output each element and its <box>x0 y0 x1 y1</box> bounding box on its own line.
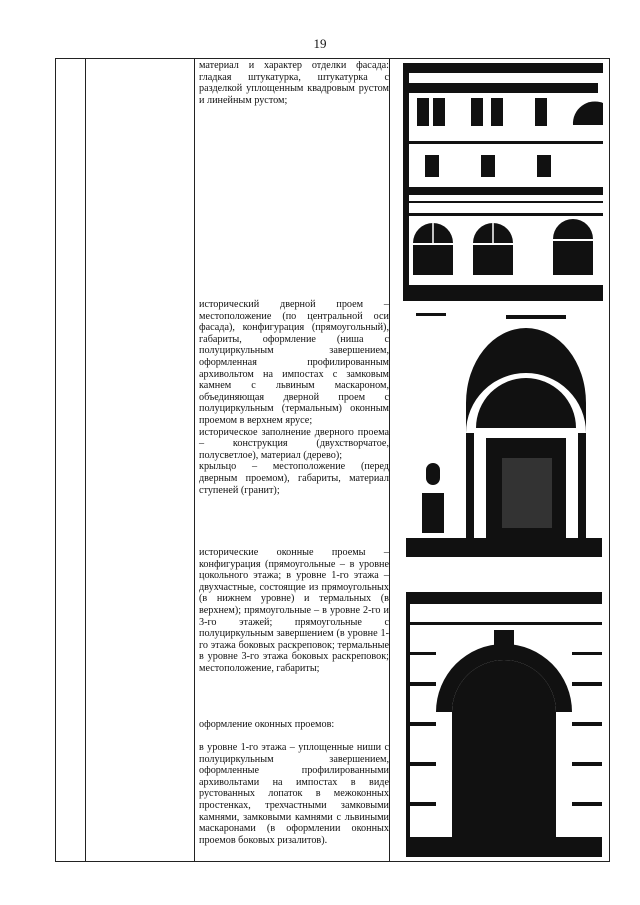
entrance-door-photo <box>406 313 602 557</box>
window-decoration-heading: оформление оконных проемов: <box>199 719 335 730</box>
document-table <box>55 58 610 862</box>
window-openings-text: исторические оконные проемы – конфигурация (прямоугольные – в уровне цокольного этажа; в уровне 1-го этажа – двухчастные, состоящие из прямоугольных (в нижнем уровне) и термальных (в верхнем); прямоугольные – в уровне 2-го и 3-го этажей; прямоугольные с полуциркульным завершением (в уровне 1-го этажа боковых раскреповок; термальные в уровне 3-го этажа боковых раскреповок; местоположение, габариты; <box>199 547 389 674</box>
facade-finish-text: материал и характер отделки фасада: гладкая штукатурка, штукатурка с разделкой уплощенным квадровым рустом и линейным рустом; <box>199 60 389 106</box>
column-divider <box>194 59 195 861</box>
column-divider <box>85 59 86 861</box>
page-number: 19 <box>313 36 327 51</box>
arched-window-photo <box>406 592 602 857</box>
window-decoration-text: в уровне 1-го этажа – уплощенные ниши с полуциркульным завершением, оформленные профилированными архивольтами на импостах в виде рустованных лопаток в межоконных простенках, трехчастными замковыми камнями, замковыми камнями с львиными маскаронами (в оформлении оконных проемов боковых ризалитов). <box>199 742 389 846</box>
facade-photo <box>403 63 603 301</box>
door-opening-text: исторический дверной проем – местоположение (по центральной оси фасада), конфигурация (прямоугольный), габариты, оформление (ниша с полуциркульным завершением, оформленная профилированным архивольтом на импостах с замковым камнем с львиным маскароном, объединяющая дверной проем с полуциркульным (термальным) оконным проемом в верхнем ярусе; историческое заполнение дверного проема – конструкция (двухстворчатое, полусветлое), материал (дерево); крыльцо – местоположение (перед дверным проемом), габариты, материал ступеней (гранит); <box>199 299 389 496</box>
column-divider <box>389 59 390 861</box>
